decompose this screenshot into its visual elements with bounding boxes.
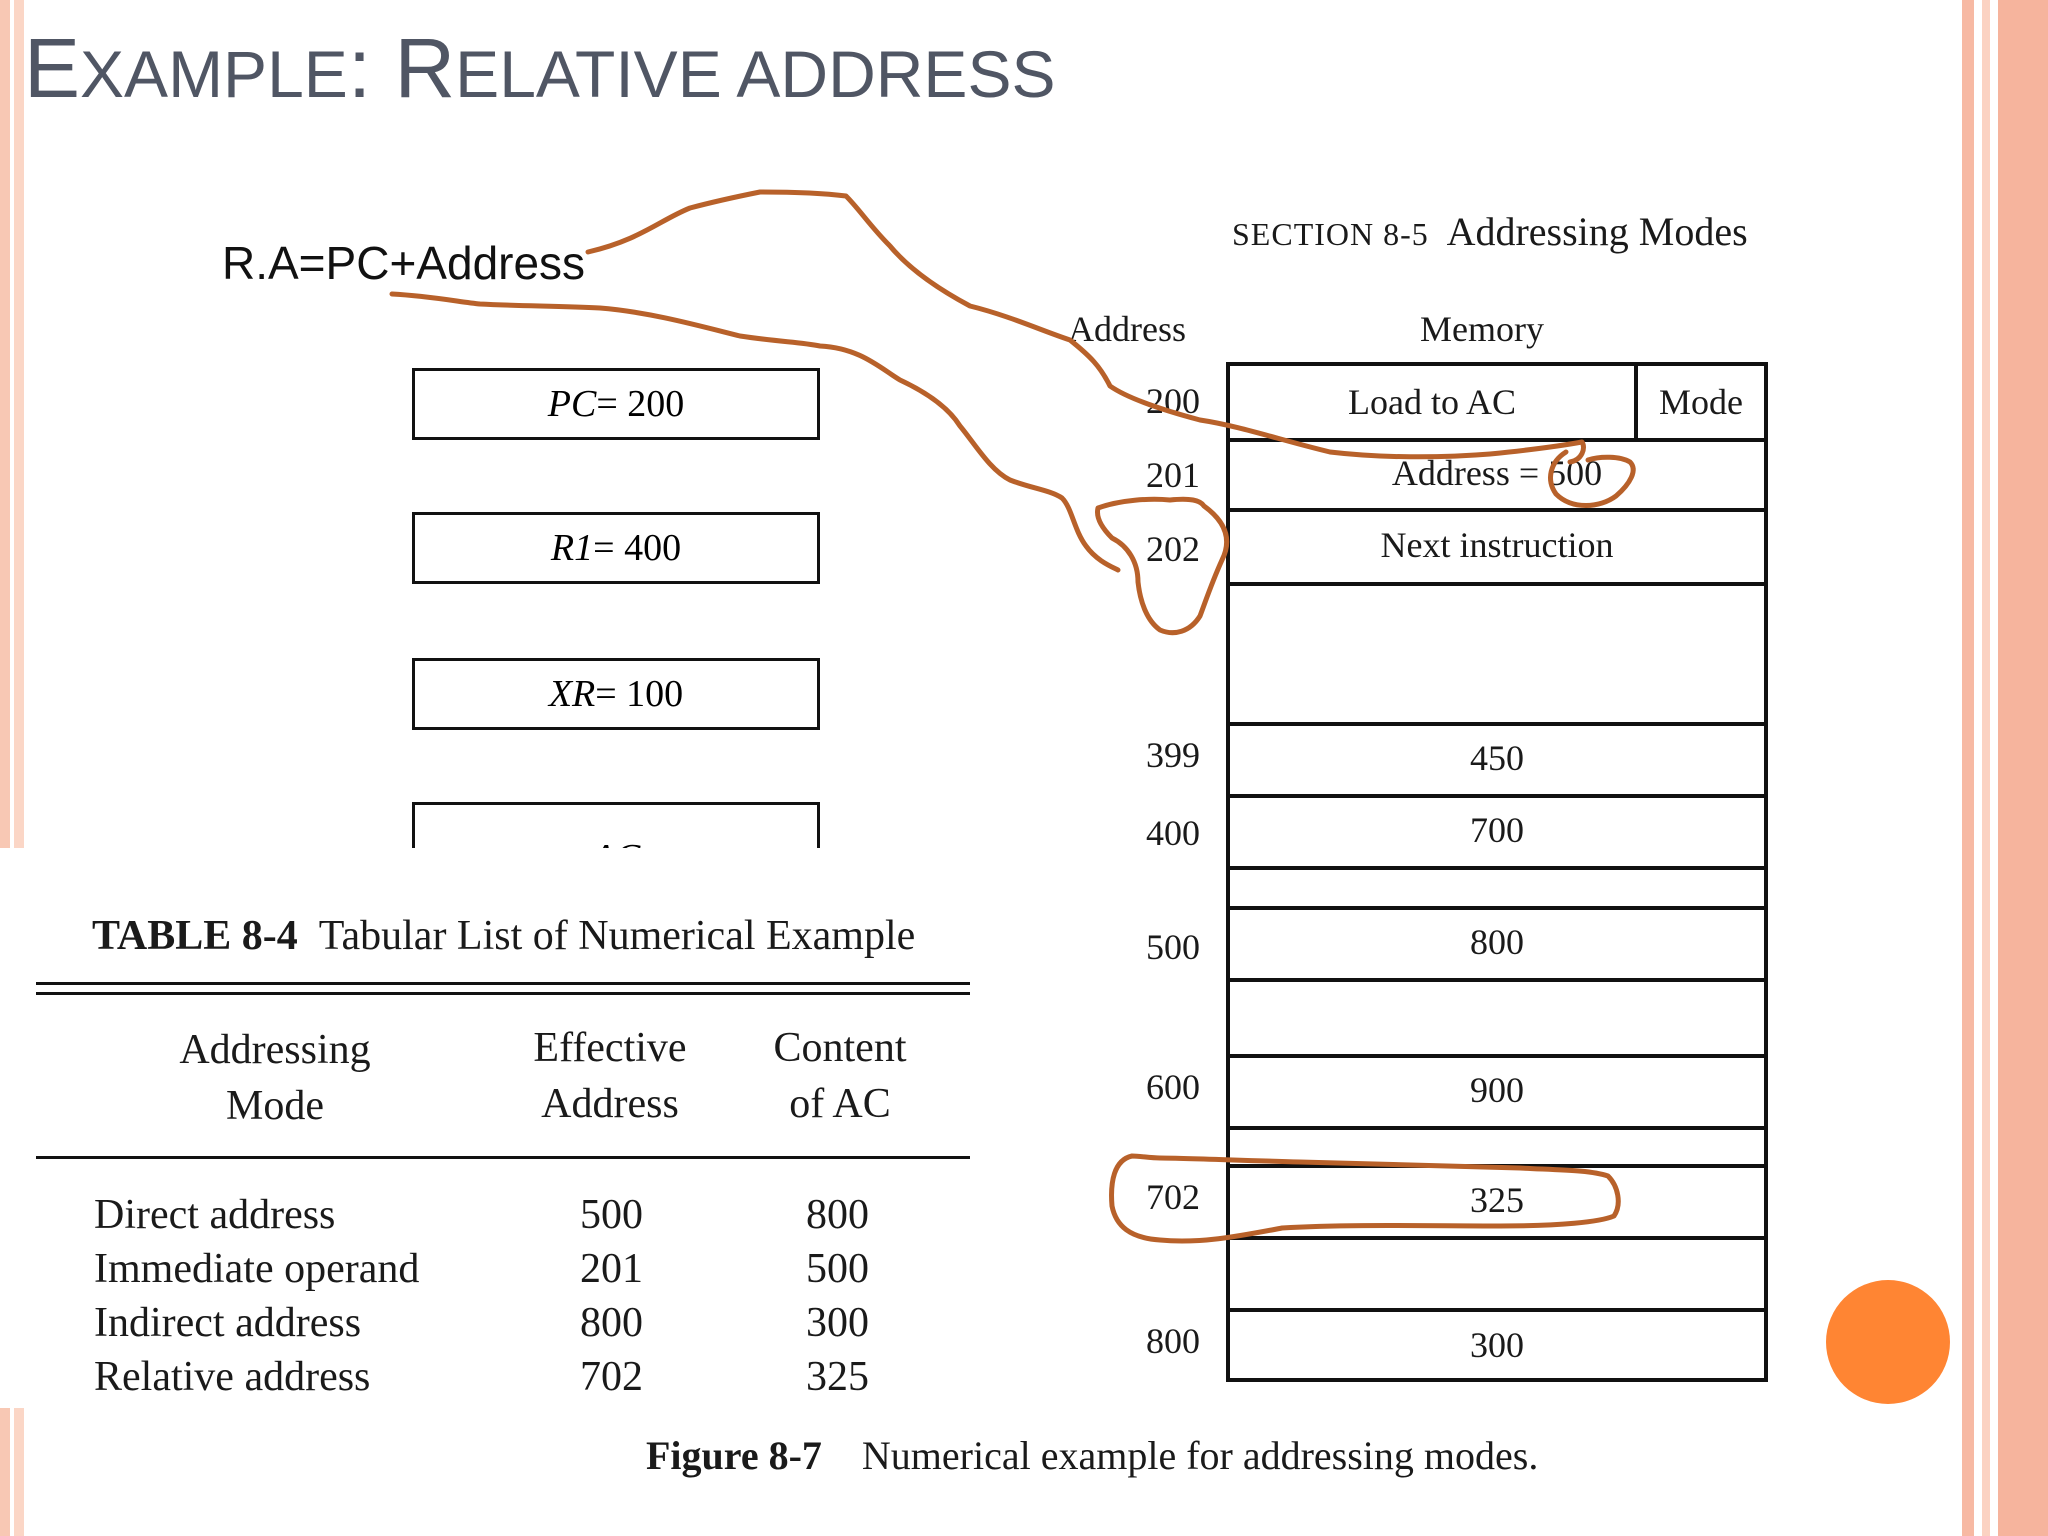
table-title-text: Tabular List of Numerical Example xyxy=(318,913,916,959)
register-name: PC xyxy=(547,383,597,425)
header-line: Address xyxy=(541,1081,679,1127)
memory-column-header: Memory xyxy=(1420,309,1544,349)
register-xr xyxy=(412,658,820,730)
memory-cell-500: 800 xyxy=(1470,922,1524,962)
header-line: of AC xyxy=(789,1081,891,1127)
table-header-ac xyxy=(740,1020,940,1132)
table-cell-ea: 702 xyxy=(580,1354,643,1400)
right-border-stripe xyxy=(1962,0,1974,1536)
table-cell-ea: 800 xyxy=(580,1300,643,1346)
caption-label: Figure 8-7 xyxy=(646,1433,822,1478)
table-cell-ea: 500 xyxy=(580,1192,643,1238)
title-word-2: ELATIVE ADDRESS xyxy=(455,37,1056,111)
register-value: = 200 xyxy=(596,383,685,425)
memory-cell-201: Address = 500 xyxy=(1391,453,1603,493)
memory-divider xyxy=(1230,978,1764,982)
address-label-201: 201 xyxy=(1146,455,1200,495)
table-header-mode xyxy=(150,1022,400,1134)
memory-block xyxy=(1226,362,1768,1382)
section-title: Addressing Modes xyxy=(1446,209,1748,254)
section-number: SECTION 8-5 xyxy=(1232,216,1429,252)
register-value: = 100 xyxy=(595,673,684,715)
memory-cell-400: 700 xyxy=(1470,810,1524,850)
header-line: Content xyxy=(773,1025,907,1071)
title-word-1: XAMPLE xyxy=(80,37,348,111)
accent-circle xyxy=(1826,1280,1950,1404)
memory-cell-202: Next instruction xyxy=(1380,525,1614,565)
address-label-200: 200 xyxy=(1146,381,1200,421)
register-r1 xyxy=(412,512,820,584)
formula-text: R.A=PC+Address xyxy=(222,237,586,289)
register-name: R1 xyxy=(550,527,594,569)
table-cell-ac: 500 xyxy=(806,1246,869,1292)
right-border-band xyxy=(1998,0,2048,1536)
table-cell-ea: 201 xyxy=(580,1246,643,1292)
header-line: Mode xyxy=(226,1083,324,1129)
memory-cell-600: 900 xyxy=(1470,1070,1524,1110)
memory-divider xyxy=(1230,866,1764,870)
memory-cell-399: 450 xyxy=(1470,738,1524,778)
header-line: Effective xyxy=(533,1025,687,1071)
address-label-202: 202 xyxy=(1146,529,1200,569)
table-cell-mode: Relative address xyxy=(94,1354,371,1400)
address-label-400: 400 xyxy=(1146,813,1200,853)
memory-divider xyxy=(1230,1126,1764,1130)
table-cell-mode: Immediate operand xyxy=(94,1246,420,1292)
table-cell-ac: 300 xyxy=(806,1300,869,1346)
address-label-399: 399 xyxy=(1146,735,1200,775)
memory-cell-mode: Mode xyxy=(1659,382,1743,422)
address-column-header: Address xyxy=(1068,309,1186,349)
title-colon: : xyxy=(347,21,395,115)
address-label-800: 800 xyxy=(1146,1321,1200,1361)
table-rule-header xyxy=(36,1156,970,1159)
register-pc xyxy=(412,368,820,440)
section-heading xyxy=(1232,208,1748,255)
slide-title xyxy=(24,21,1056,115)
header-line: Addressing xyxy=(179,1027,371,1073)
table-cell-mode: Direct address xyxy=(94,1192,336,1238)
memory-cell-800: 300 xyxy=(1470,1325,1524,1365)
address-label-702: 702 xyxy=(1146,1177,1200,1217)
table-cell-ac: 800 xyxy=(806,1192,869,1238)
title-initial-2: R xyxy=(394,21,456,115)
memory-cell-200: Load to AC xyxy=(1348,382,1516,422)
register-value: = 400 xyxy=(593,527,682,569)
title-initial: E xyxy=(24,21,81,115)
memory-divider xyxy=(1230,582,1764,586)
address-label-600: 600 xyxy=(1146,1067,1200,1107)
table-cell-ac: 325 xyxy=(806,1354,869,1400)
table-title xyxy=(92,912,915,960)
table-rule-top xyxy=(36,982,970,985)
address-label-500: 500 xyxy=(1146,927,1200,967)
table-header-ea xyxy=(500,1020,720,1132)
memory-cell-702: 325 xyxy=(1470,1180,1524,1220)
caption-text: Numerical example for addressing modes. xyxy=(861,1433,1539,1478)
memory-divider xyxy=(1230,1236,1764,1240)
register-name: XR xyxy=(548,673,596,715)
figure-caption xyxy=(646,1432,1538,1479)
table-label: TABLE 8-4 xyxy=(92,913,298,959)
right-border-stripe-thin xyxy=(1982,0,1990,1536)
table-cell-mode: Indirect address xyxy=(94,1300,362,1346)
table-rule-top-double xyxy=(36,992,970,995)
